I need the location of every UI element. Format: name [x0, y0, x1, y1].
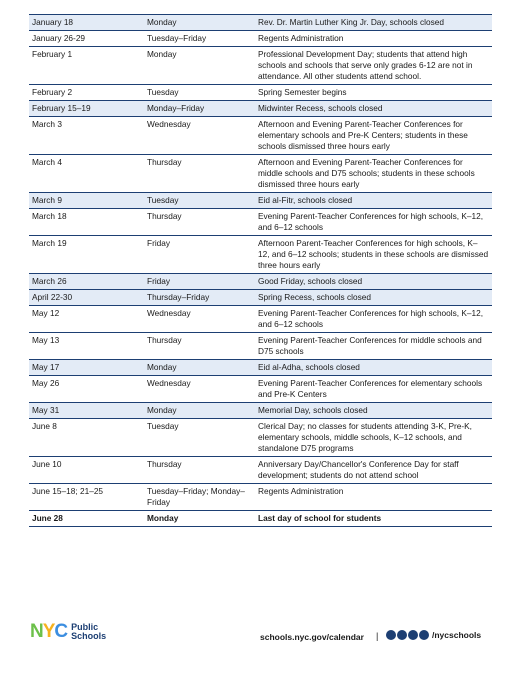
logo-line-public: Public	[71, 621, 99, 632]
day-cell: Monday	[147, 362, 177, 372]
date-cell: January 26-29	[32, 33, 86, 43]
description-cell: Anniversary Day/Chancellor's Conference Day for staff development; students do not attend school	[258, 459, 459, 480]
description-cell: Clerical Day; no classes for students attending 3-K, Pre-K, elementary schools, middle schools, K–12 schools, and standalone D75 programs	[258, 421, 472, 453]
description-cell: Afternoon Parent-Teacher Conferences for high schools, K–12, and 6–12 schools; students in these schools are dismissed three hours early	[258, 238, 489, 270]
description-cell: Regents Administration	[258, 486, 344, 496]
date-cell: March 26	[32, 276, 67, 286]
date-cell: April 22-30	[32, 292, 73, 302]
table-row	[29, 101, 492, 117]
description-cell: Professional Development Day; students that attend high schools and schools that serve only grades 6-12 are not in attendance. All other students attend school.	[258, 49, 473, 81]
table-row	[29, 511, 492, 527]
description-cell: Eid al-Adha, schools closed	[258, 362, 360, 372]
description-cell: Spring Recess, schools closed	[258, 292, 371, 302]
day-cell: Thursday–Friday	[147, 292, 210, 302]
table-row	[29, 236, 492, 274]
description-cell: Evening Parent-Teacher Conferences for elementary schools and Pre-K Centers	[258, 378, 483, 399]
date-cell: May 26	[32, 378, 60, 388]
date-cell: May 31	[32, 405, 60, 415]
date-cell: February 15–19	[32, 103, 91, 113]
logo-wordmark	[71, 623, 106, 641]
table-row	[29, 333, 492, 360]
day-cell: Thursday	[147, 335, 182, 345]
description-cell: Midwinter Recess, schools closed	[258, 103, 383, 113]
day-cell: Tuesday–Friday	[147, 33, 207, 43]
x-icon[interactable]	[408, 630, 418, 640]
table-row	[29, 290, 492, 306]
day-cell: Tuesday	[147, 195, 179, 205]
table-row	[29, 306, 492, 333]
description-cell: Good Friday, schools closed	[258, 276, 363, 286]
day-cell: Wednesday	[147, 378, 191, 388]
logo-letter-y: Y	[42, 621, 55, 642]
calendar-url-link[interactable]: schools.nyc.gov/calendar	[260, 632, 364, 642]
date-cell: March 18	[32, 211, 67, 221]
logo-letter-n: N	[30, 621, 43, 642]
table-row	[29, 419, 492, 457]
day-cell: Friday	[147, 238, 171, 248]
date-cell: March 19	[32, 238, 67, 248]
table-row	[29, 47, 492, 85]
date-cell: June 28	[32, 513, 63, 523]
date-cell: February 1	[32, 49, 73, 59]
table-row	[29, 117, 492, 155]
calendar-table	[29, 15, 492, 527]
table-row	[29, 484, 492, 511]
social-links	[386, 630, 481, 640]
table-row	[29, 209, 492, 236]
table-row	[29, 376, 492, 403]
day-cell: Monday–Friday	[147, 103, 205, 113]
day-cell: Tuesday–Friday; Monday–Friday	[147, 486, 245, 507]
date-cell: March 4	[32, 157, 62, 167]
table-row	[29, 403, 492, 419]
day-cell: Wednesday	[147, 119, 191, 129]
table-row	[29, 155, 492, 193]
social-handle[interactable]: /nycschools	[432, 630, 482, 640]
logo-line-schools: Schools	[71, 630, 107, 641]
description-cell: Memorial Day, schools closed	[258, 405, 368, 415]
day-cell: Monday	[147, 17, 177, 27]
day-cell: Tuesday	[147, 421, 179, 431]
date-cell: January 18	[32, 17, 74, 27]
facebook-icon[interactable]	[386, 630, 396, 640]
table-row	[29, 193, 492, 209]
footer	[0, 618, 520, 658]
table-row	[29, 31, 492, 47]
day-cell: Monday	[147, 405, 177, 415]
instagram-icon[interactable]	[397, 630, 407, 640]
date-cell: February 2	[32, 87, 73, 97]
day-cell: Thursday	[147, 157, 182, 167]
date-cell: May 12	[32, 308, 60, 318]
description-cell: Evening Parent-Teacher Conferences for high schools, K–12, and 6–12 schools	[258, 211, 484, 232]
description-cell: Last day of school for students	[258, 513, 382, 523]
table-row	[29, 360, 492, 376]
date-cell: May 17	[32, 362, 60, 372]
day-cell: Wednesday	[147, 308, 191, 318]
description-cell: Evening Parent-Teacher Conferences for middle schools and D75 schools	[258, 335, 482, 356]
day-cell: Monday	[147, 513, 179, 523]
nyc-public-schools-logo	[30, 622, 106, 641]
description-cell: Rev. Dr. Martin Luther King Jr. Day, schools closed	[258, 17, 444, 27]
description-cell: Regents Administration	[258, 33, 344, 43]
day-cell: Monday	[147, 49, 177, 59]
description-cell: Afternoon and Evening Parent-Teacher Conferences for elementary schools and Pre-K Centers; students in these schools dismissed three hours early	[258, 119, 468, 151]
description-cell: Spring Semester begins	[258, 87, 347, 97]
date-cell: June 10	[32, 459, 62, 469]
date-cell: March 3	[32, 119, 62, 129]
table-row	[29, 457, 492, 484]
description-cell: Afternoon and Evening Parent-Teacher Conferences for middle schools and D75 schools; students in these schools dismissed three hours early	[258, 157, 475, 189]
date-cell: June 15–18; 21–25	[32, 486, 104, 496]
day-cell: Thursday	[147, 211, 182, 221]
table-row	[29, 274, 492, 290]
description-cell: Evening Parent-Teacher Conferences for high schools, K–12, and 6–12 schools	[258, 308, 484, 329]
description-cell: Eid al-Fitr, schools closed	[258, 195, 353, 205]
table-row	[29, 85, 492, 101]
day-cell: Tuesday	[147, 87, 179, 97]
day-cell: Thursday	[147, 459, 182, 469]
table-row	[29, 15, 492, 31]
footer-separator: |	[376, 631, 379, 641]
date-cell: May 13	[32, 335, 60, 345]
nyc-logo-mark	[30, 622, 67, 641]
youtube-icon[interactable]	[419, 630, 429, 640]
date-cell: March 9	[32, 195, 62, 205]
logo-letter-c: C	[54, 621, 68, 642]
day-cell: Friday	[147, 276, 171, 286]
date-cell: June 8	[32, 421, 57, 431]
